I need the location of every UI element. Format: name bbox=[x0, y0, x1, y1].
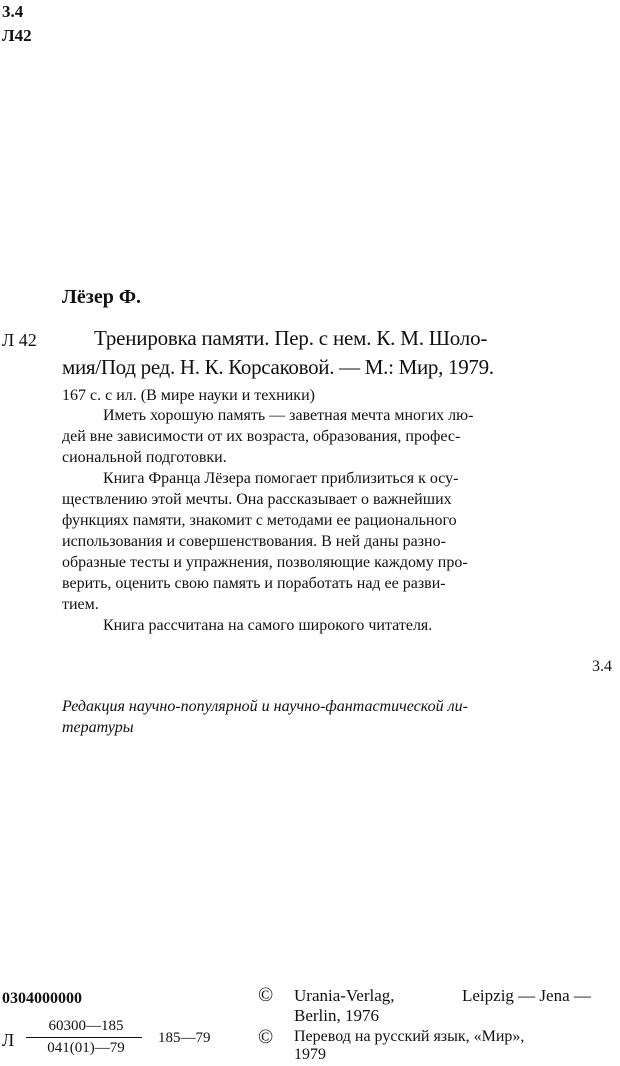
title-line-1: Тренировка памяти. Пер. с нем. К. М. Шоло- bbox=[94, 326, 488, 350]
annotation-line: сиональной подготовки. bbox=[62, 449, 227, 466]
copyright-symbol: © bbox=[258, 984, 274, 1006]
classification-code: 3.4 bbox=[2, 2, 24, 21]
card-mark: Л 42 bbox=[2, 330, 37, 350]
author-name: Лёзер Ф. bbox=[62, 286, 141, 308]
annotation-line: ществлению этой мечты. Она рассказывает о важнейших bbox=[62, 491, 452, 508]
bbk-code: 3.4 bbox=[592, 658, 612, 675]
editorial-line-2: тературы bbox=[62, 719, 134, 736]
author-mark-top: Л42 bbox=[2, 26, 32, 45]
fraction-denominator: 041(01)—79 bbox=[47, 1040, 125, 1056]
fraction-numerator: 60300—185 bbox=[48, 1018, 124, 1034]
copyright-1a: Urania-Verlag, bbox=[294, 986, 395, 1005]
annotation-line: функциях памяти, знакомит с методами ее рационального bbox=[62, 512, 457, 529]
editorial-line-1: Редакция научно-популярной и научно-фантастической ли- bbox=[62, 698, 468, 715]
copyright-2a: Перевод на русский язык, «Мир», bbox=[294, 1028, 525, 1045]
pages-line: 167 с. с ил. (В мире науки и техники) bbox=[62, 387, 315, 404]
annotation-line: тием. bbox=[62, 596, 99, 613]
copyright-1b: Leipzig — Jena — bbox=[462, 986, 591, 1005]
price-code: 185—79 bbox=[158, 1030, 211, 1046]
annotation-line: верить, оценить свою память и поработать над ее разви- bbox=[62, 575, 446, 592]
annotation-line: дей вне зависимости от их возраста, образования, профес- bbox=[62, 428, 461, 445]
copyright-symbol-2: © bbox=[258, 1026, 274, 1048]
footer-code: 0304000000 bbox=[2, 990, 82, 1007]
annotation-line: использования и совершенствования. В ней даны разно- bbox=[62, 533, 446, 550]
annotation-line: Иметь хорошую память — заветная мечта многих лю- bbox=[103, 407, 474, 424]
annotation-line: Книга Франца Лёзера помогает приблизиться к осу- bbox=[103, 470, 459, 487]
copyright-1c: Berlin, 1976 bbox=[294, 1006, 379, 1025]
title-line-2: мия/Под ред. Н. К. Корсаковой. — М.: Мир, 1979. bbox=[62, 355, 494, 379]
copyright-2b: 1979 bbox=[294, 1046, 326, 1063]
footer-l: Л bbox=[2, 1030, 15, 1050]
annotation-line: Книга рассчитана на самого широкого читателя. bbox=[103, 617, 433, 634]
annotation-line: образные тесты и упражнения, позволяющие каждому про- bbox=[62, 554, 468, 571]
fraction-bar bbox=[26, 1037, 142, 1038]
